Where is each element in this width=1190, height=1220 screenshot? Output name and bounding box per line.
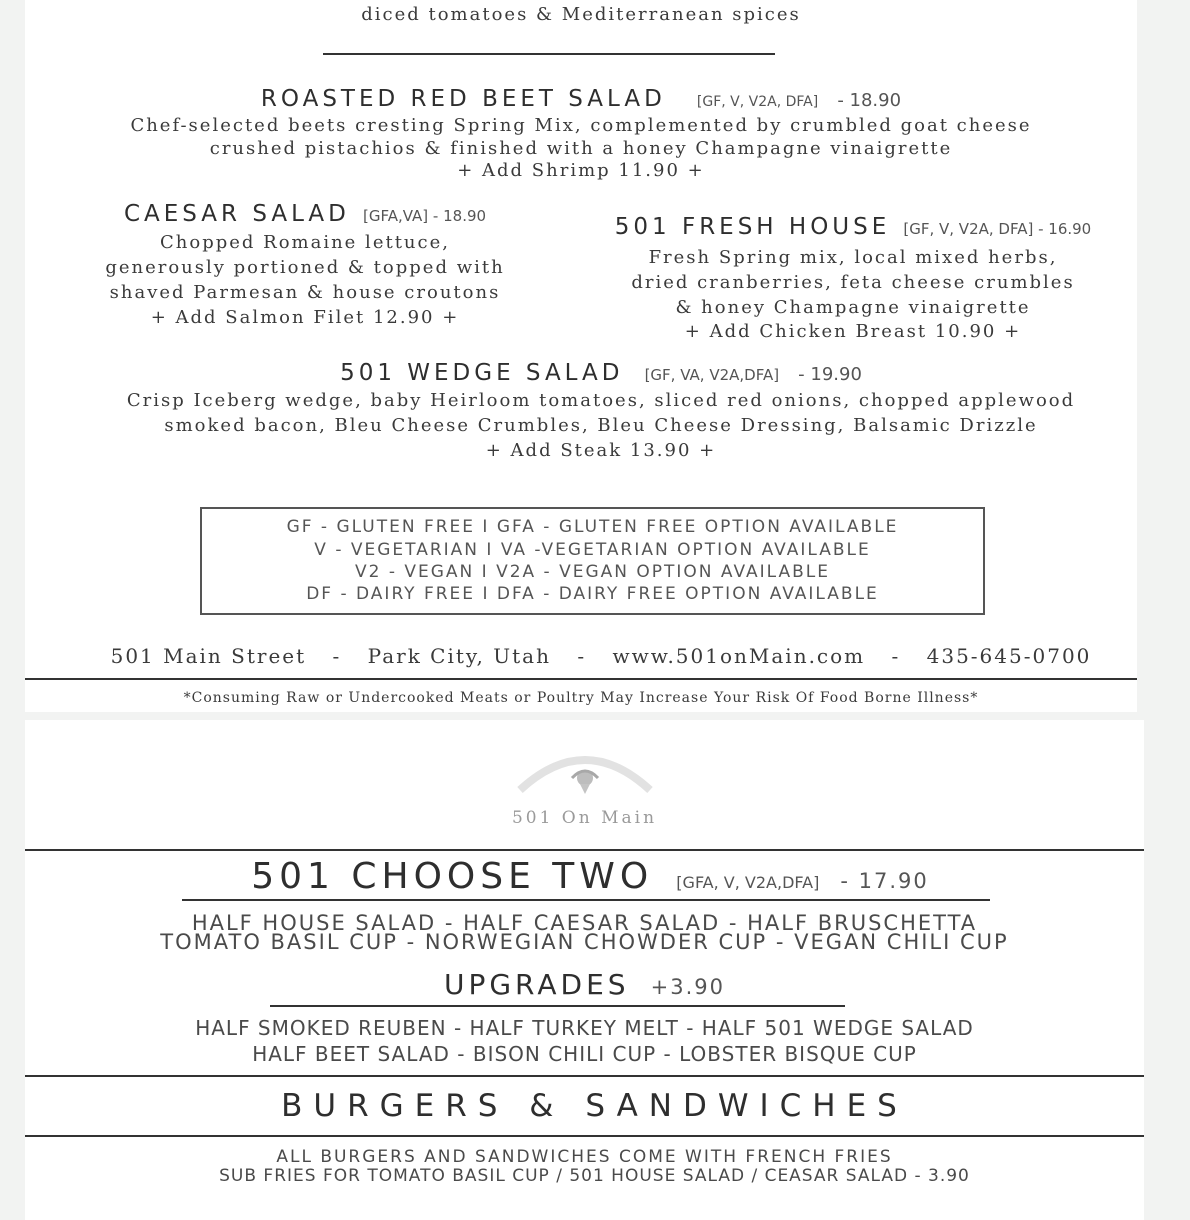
dish-description: Chef-selected beets cresting Spring Mix, complemented by crumbled goat cheese xyxy=(130,115,1032,136)
dish-addon: + Add Salmon Filet 12.90 + xyxy=(150,307,460,328)
upgrade-options: HALF SMOKED REUBEN - HALF TURKEY MELT - HALF 501 WEDGE SALAD xyxy=(195,1016,974,1040)
choose-two-heading xyxy=(25,856,1144,897)
separator: - xyxy=(332,644,342,668)
dish-name: ROASTED RED BEET SALAD xyxy=(260,86,666,112)
food-safety-disclaimer: *Consuming Raw or Undercooked Meats or Poultry May Increase Your Risk Of Food Borne Illness* xyxy=(183,690,979,706)
choose-two-options: TOMATO BASIL CUP - NORWEGIAN CHOWDER CUP - VEGAN CHILI CUP xyxy=(160,930,1009,954)
footer-divider xyxy=(25,678,1137,680)
phone: 435-645-0700 xyxy=(926,644,1092,668)
upgrade-options: HALF BEET SALAD - BISON CHILI CUP - LOBSTER BISQUE CUP xyxy=(252,1042,917,1066)
dish-addon: + Add Shrimp 11.90 + xyxy=(457,160,705,181)
dish-tags: [GF, V, V2A, DFA] xyxy=(696,94,819,110)
legend-line: GF - GLUTEN FREE I GFA - GLUTEN FREE OPTION AVAILABLE xyxy=(286,517,899,537)
dish-name: 501 FRESH HOUSE xyxy=(614,214,891,240)
separator: - xyxy=(577,644,587,668)
dish-description: Fresh Spring mix, local mixed herbs, xyxy=(648,247,1058,268)
address: 501 Main Street xyxy=(110,644,307,668)
dish-addon: + Add Steak 13.90 + xyxy=(485,440,717,461)
dish-name: CAESAR SALAD xyxy=(123,201,350,227)
wedge-heading xyxy=(25,360,1137,386)
restaurant-logo-icon xyxy=(480,740,690,810)
burgers-note: ALL BURGERS AND SANDWICHES COME WITH FRENCH FRIES xyxy=(276,1147,893,1167)
burgers-section-title: BURGERS & SANDWICHES xyxy=(281,1088,908,1124)
section-price: +3.90 xyxy=(650,975,726,999)
heading-underline xyxy=(270,1005,845,1007)
dish-addon: + Add Chicken Breast 10.90 + xyxy=(684,321,1022,342)
dish-description: & honey Champagne vinaigrette xyxy=(675,297,1031,318)
dish-tags: [GFA,VA] - 18.90 xyxy=(362,207,487,225)
dish-description: generously portioned & topped with xyxy=(105,257,505,278)
heading-underline xyxy=(182,899,990,901)
dish-price: - 18.90 xyxy=(837,90,902,111)
section-divider xyxy=(323,53,775,55)
city: Park City, Utah xyxy=(367,644,551,668)
dish-description: smoked bacon, Bleu Cheese Crumbles, Bleu Cheese Dressing, Balsamic Drizzle xyxy=(164,415,1038,436)
dish-description: crushed pistachios & finished with a honey Champagne vinaigrette xyxy=(209,138,953,159)
legend-line: V2 - VEGAN I V2A - VEGAN OPTION AVAILABLE xyxy=(354,562,831,582)
menu-page-salads xyxy=(25,0,1137,712)
dish-description: Chopped Romaine lettuce, xyxy=(160,232,450,253)
logo-text: 501 On Main xyxy=(511,808,658,828)
restaurant-contact-line xyxy=(25,644,1137,668)
section-tags: [GFA, V, V2A,DFA] xyxy=(676,873,820,892)
menu-page-choose-two xyxy=(25,720,1144,1220)
burgers-note: SUB FRIES FOR TOMATO BASIL CUP / 501 HOUSE SALAD / CEASAR SALAD - 3.90 xyxy=(219,1166,970,1186)
section-divider xyxy=(25,849,1144,851)
section-price: - 17.90 xyxy=(840,869,929,893)
roasted-beet-heading xyxy=(25,86,1137,112)
section-divider xyxy=(25,1135,1144,1137)
dish-description: Crisp Iceberg wedge, baby Heirloom tomatoes, sliced red onions, chopped applewood xyxy=(126,390,1076,411)
website: www.501onMain.com xyxy=(612,644,866,668)
fresh-house-heading xyxy=(573,214,1133,240)
caesar-heading xyxy=(45,201,565,227)
dish-description: dried cranberries, feta cheese crumbles xyxy=(631,272,1075,293)
dish-name: 501 WEDGE SALAD xyxy=(340,360,624,386)
dish-tags: [GF, V, V2A, DFA] - 16.90 xyxy=(903,220,1092,238)
legend-line: DF - DAIRY FREE I DFA - DAIRY FREE OPTION AVAILABLE xyxy=(306,584,879,604)
separator: - xyxy=(891,644,901,668)
section-title: UPGRADES xyxy=(443,968,630,1001)
intro-description-tail: diced tomatoes & Mediterranean spices xyxy=(361,4,801,25)
dish-description: shaved Parmesan & house croutons xyxy=(109,282,501,303)
legend-line: V - VEGETARIAN I VA -VEGETARIAN OPTION AVAILABLE xyxy=(314,540,871,560)
section-title: 501 CHOOSE TWO xyxy=(251,856,654,897)
dish-price: - 19.90 xyxy=(798,364,862,385)
choose-two-options: HALF HOUSE SALAD - HALF CAESAR SALAD - HALF BRUSCHETTA xyxy=(191,911,978,935)
upgrades-heading xyxy=(25,968,1144,1001)
section-divider xyxy=(25,1075,1144,1077)
dish-tags: [GF, VA, V2A,DFA] xyxy=(644,366,780,384)
dietary-legend-box xyxy=(200,507,985,615)
